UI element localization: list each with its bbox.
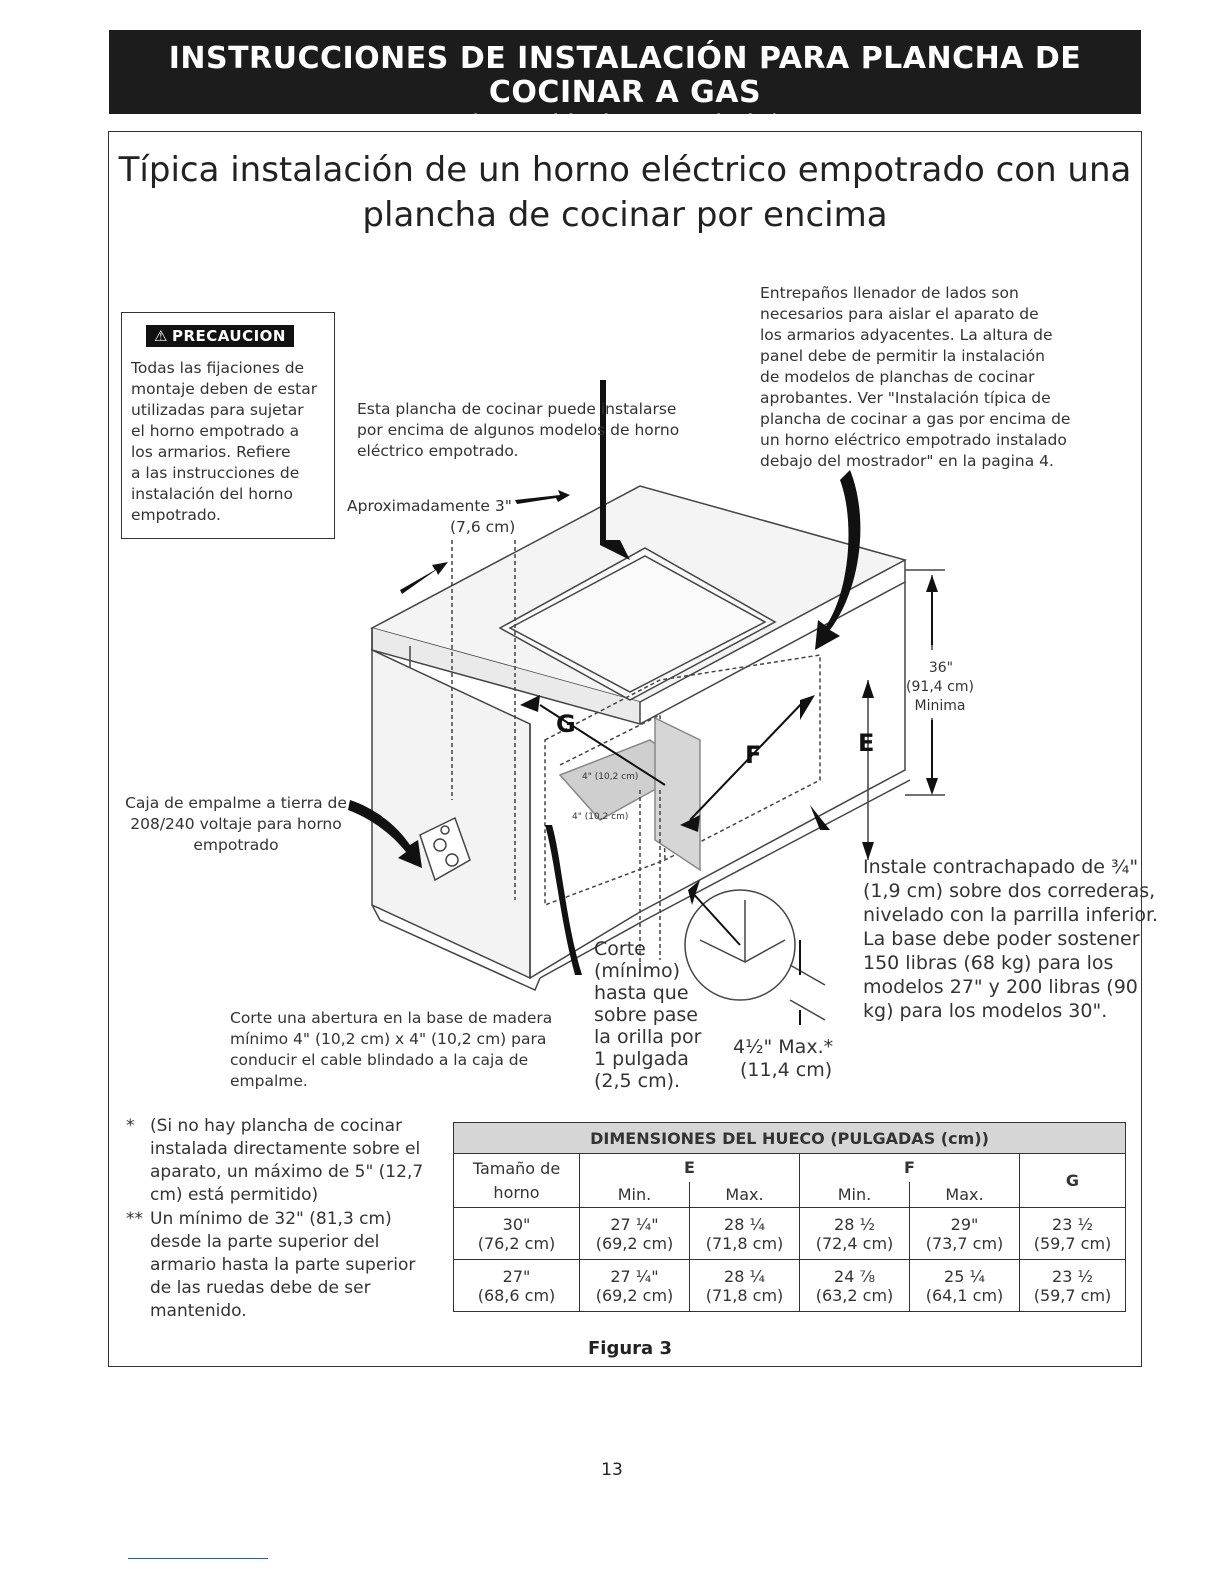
dimension-e-label: E: [858, 729, 875, 757]
table-header-e: E: [580, 1154, 800, 1182]
table-header-f: F: [800, 1154, 1020, 1182]
plywood-note: Instale contrachapado de ¾" (1,9 cm) sobre dos correderas, nivelado con la parrilla inferior. La base debe poder sostener 150 libras (68 kg) para los modelos 27" y 200 libras (90 kg) para los modelos 30".: [863, 856, 1159, 1022]
approx-label: Aproximadamente 3": [347, 497, 512, 515]
junction-box-note: Caja de empalme a tierra de 208/240 voltaje para horno empotrado: [125, 794, 347, 854]
table-header-size: Tamaño de horno: [454, 1154, 580, 1208]
header-title: INSTRUCCIONES DE INSTALACIÓN PARA PLANCHA DE COCINAR A GAS: [168, 41, 1082, 110]
page-number: 13: [601, 1460, 623, 1480]
figure-label: Figura 3: [588, 1338, 672, 1359]
max-dim-cm-label: (11,4 cm): [740, 1059, 833, 1081]
warning-icon: ⚠: [154, 327, 168, 345]
small-dim-2: 4" (10,2 cm): [572, 812, 629, 822]
table-row: 27" (68,6 cm) 27 ¼" (69,2 cm) 28 ¼ (71,8 cm) 24 ⅞ (63,2 cm) 25 ¼ (64,1 cm) 23 ½ (59,7 cm): [454, 1260, 1126, 1312]
height-min-label: Minima: [914, 698, 966, 714]
dimension-f-label: F: [745, 741, 762, 769]
footnote-dstar-mark: **: [126, 1209, 143, 1229]
max-dim-label: 4½" Max.*: [733, 1036, 834, 1058]
filler-panels-note: Entrepaños llenador de lados son necesarios para aislar el aparato de los armarios adyacentes. La altura de panel debe de permitir la instalación de modelos de planchas de cocinar aprobantes. Ver "Instalación típica de plancha de cocinar a gas por encima de un horno eléctrico empotrado instalado debajo del mostrador" en la pagina 4.: [760, 284, 1071, 470]
section-title: Típica instalación de un horno eléctrico empotrado con una plancha de cocinar por encima: [118, 150, 1132, 235]
small-dim-1: 4" (10,2 cm): [582, 772, 639, 782]
dimensions-table: [453, 1122, 1126, 1312]
footnote-star-mark: *: [126, 1116, 135, 1136]
table-header-e-min: Min.: [580, 1182, 690, 1208]
cooktop-above-note: Esta plancha de cocinar puede instalarse por encima de algunos modelos de horno eléctrico empotrado.: [357, 400, 680, 460]
table-row: 30" (76,2 cm) 27 ¼" (69,2 cm) 28 ¼ (71,8 cm) 28 ½ (72,4 cm) 29" (73,7 cm) 23 ½ (59,7 cm): [454, 1208, 1126, 1260]
footnote-star: (Si no hay plancha de cocinar instalada directamente sobre el aparato, un máximo de 5" (12,7 cm) está permitido): [150, 1116, 424, 1205]
table-title: DIMENSIONES DEL HUECO (PULGADAS (cm)): [454, 1123, 1126, 1154]
table-header-e-max: Max.: [690, 1182, 800, 1208]
caution-label: ⚠ PRECAUCION: [146, 325, 294, 347]
height-cm-label: (91,4 cm): [906, 679, 974, 695]
height-36-label: 36": [928, 660, 954, 676]
table-header-f-max: Max.: [910, 1182, 1020, 1208]
cut-min-note: Corte (mínimo) hasta que sobre pase la orilla por 1 pulgada (2,5 cm).: [594, 938, 702, 1092]
dimension-g-label: G: [556, 710, 576, 738]
cut-opening-note: Corte una abertura en la base de madera mínimo 4" (10,2 cm) x 4" (10,2 cm) para conducir el cable blindado a la caja de empalme.: [230, 1009, 553, 1090]
table-header-f-min: Min.: [800, 1182, 910, 1208]
footer-line: [128, 1558, 268, 1559]
header-subtitle: (Para modelos de 30 & 36 pulgadas): [471, 111, 779, 129]
approx-cm-label: (7,6 cm): [450, 518, 516, 536]
footnote-dstar: Un mínimo de 32" (81,3 cm) desde la parte superior del armario hasta la parte superior de las ruedas debe de ser mantenido.: [150, 1209, 416, 1321]
caution-text: Todas las fijaciones de montaje deben de estar utilizadas para sujetar el horno empotrado a los armarios. Refiere a las instrucciones de instalación del horno empotrado.: [131, 359, 318, 524]
table-header-g: G: [1020, 1154, 1126, 1208]
